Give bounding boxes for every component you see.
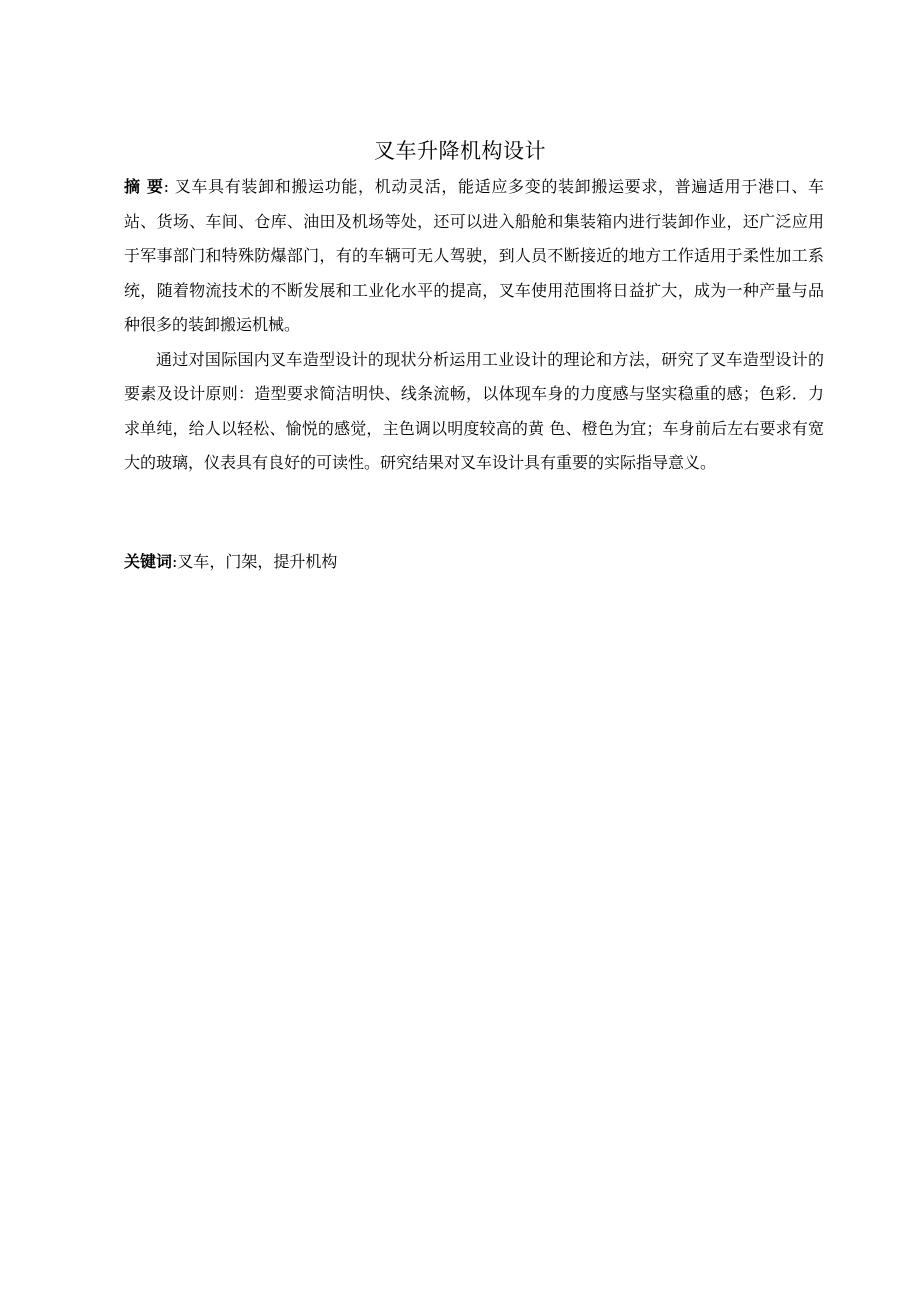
abstract-text-1: 叉车具有装卸和搬运功能，机动灵活，能适应多变的装卸搬运要求，普遍适用于港口、车站、货场、车间、仓库、油田及机场等处，还可以进入船舱和集装箱内进行装卸作业，还广泛应用于军事部门和特殊防爆部门，有的车辆可无人驾驶，到人员不断接近的地方工作适用于柔性加工系统，随着物流技术的不断发展和工业化水平的提高，叉车使用范围将日益扩大，成为一种产量与品种很多的装卸搬运机械。 xyxy=(124,177,824,334)
abstract-paragraph-2: 通过对国际国内叉车造型设计的现状分析运用工业设计的理论和方法，研究了叉车造型设计的要素及设计原则：造型要求简洁明快、线条流畅，以体现车身的力度感与坚实稳重的感；色彩．力求单纯，给人以轻松、愉悦的感觉，主色调以明度较高的黄 色、橙色为宜；车身前后左右要求有宽大的玻璃，仪表具有良好的可读性。研究结果对叉车设计具有重要的实际指导意义。 xyxy=(124,349,824,472)
abstract-separator: : xyxy=(163,177,169,196)
keywords-separator: : xyxy=(172,552,178,571)
abstract-section xyxy=(124,170,824,481)
abstract-label: 摘 要 xyxy=(124,177,164,196)
document-title: 叉车升降机构设计 xyxy=(374,139,546,163)
keywords-value: 叉车，门架，提升机构 xyxy=(177,552,338,571)
abstract-paragraph-1 xyxy=(124,170,824,343)
keywords-label: 关键词 xyxy=(124,552,173,571)
keywords-line xyxy=(124,545,824,579)
